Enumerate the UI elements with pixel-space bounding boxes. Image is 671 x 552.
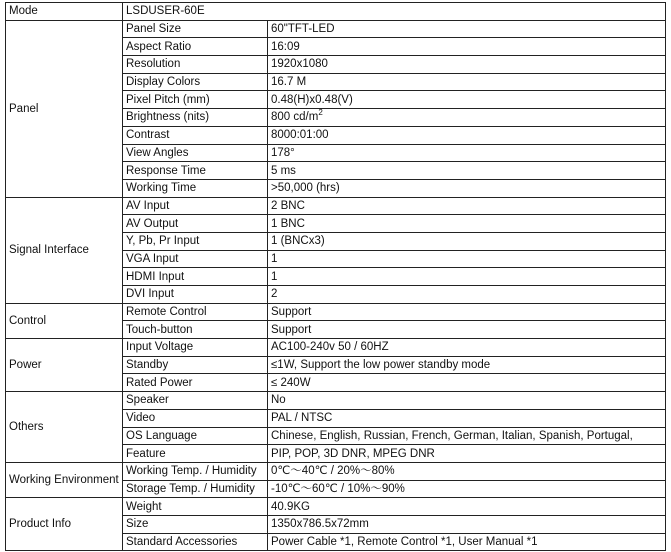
spec-value: 1 — [268, 250, 666, 268]
spec-label: DVI Input — [123, 286, 268, 304]
spec-label: Resolution — [123, 56, 268, 74]
spec-label: View Angles — [123, 144, 268, 162]
spec-value: Support — [268, 303, 666, 321]
spec-value: 1 (BNCx3) — [268, 232, 666, 250]
spec-label: Remote Control — [123, 303, 268, 321]
spec-value: 2 — [268, 286, 666, 304]
mode-value: LSDUSER-60E — [123, 3, 666, 21]
spec-label: Standard Accessories — [123, 533, 268, 551]
spec-label: Size — [123, 515, 268, 533]
spec-label: Weight — [123, 498, 268, 516]
spec-label: Feature — [123, 445, 268, 463]
spec-label: Contrast — [123, 126, 268, 144]
spec-label: Speaker — [123, 392, 268, 410]
spec-label: Working Time — [123, 179, 268, 197]
spec-value: Chinese, English, Russian, French, German, Italian, Spanish, Portugal, — [268, 427, 666, 445]
spec-label: Standby — [123, 356, 268, 374]
spec-label: Pixel Pitch (mm) — [123, 91, 268, 109]
spec-value: 40.9KG — [268, 498, 666, 516]
spec-value: 1920x1080 — [268, 56, 666, 74]
spec-value: -10℃～60℃ / 10%～90% — [268, 480, 666, 498]
spec-value — [268, 109, 666, 127]
table-row — [6, 498, 666, 516]
spec-label: Display Colors — [123, 73, 268, 91]
spec-label: HDMI Input — [123, 268, 268, 286]
table-row — [6, 197, 666, 215]
spec-value: 16:09 — [268, 38, 666, 56]
spec-value: 2 BNC — [268, 197, 666, 215]
spec-label: Response Time — [123, 162, 268, 180]
spec-label: Touch-button — [123, 321, 268, 339]
group-working-environment: Working Environment — [6, 462, 123, 497]
spec-label: Rated Power — [123, 374, 268, 392]
spec-label: Video — [123, 409, 268, 427]
spec-label: Storage Temp. / Humidity — [123, 480, 268, 498]
group-others: Others — [6, 392, 123, 463]
spec-value: ≤ 240W — [268, 374, 666, 392]
spec-value: 1 BNC — [268, 215, 666, 233]
spec-value: >50,000 (hrs) — [268, 179, 666, 197]
spec-value: 1 — [268, 268, 666, 286]
spec-table — [5, 2, 666, 551]
spec-label: Aspect Ratio — [123, 38, 268, 56]
spec-label: AV Input — [123, 197, 268, 215]
spec-label: Panel Size — [123, 20, 268, 38]
table-row — [6, 303, 666, 321]
group-product-info: Product Info — [6, 498, 123, 551]
spec-value: 1350x786.5x72mm — [268, 515, 666, 533]
table-row — [6, 3, 666, 21]
table-row — [6, 392, 666, 410]
spec-value: PIP, POP, 3D DNR, MPEG DNR — [268, 445, 666, 463]
spec-label: VGA Input — [123, 250, 268, 268]
spec-value: 16.7 M — [268, 73, 666, 91]
spec-value: Power Cable *1, Remote Control *1, User Manual *1 — [268, 533, 666, 551]
brightness-value: 800 cd/m — [271, 111, 319, 124]
group-panel: Panel — [6, 20, 123, 197]
spec-value: AC100-240v 50 / 60HZ — [268, 339, 666, 357]
group-control: Control — [6, 303, 123, 338]
spec-value: 178° — [268, 144, 666, 162]
spec-value: 0.48(H)x0.48(V) — [268, 91, 666, 109]
spec-value: Support — [268, 321, 666, 339]
spec-label: AV Output — [123, 215, 268, 233]
table-row — [6, 339, 666, 357]
spec-label: Input Voltage — [123, 339, 268, 357]
spec-value: 0℃～40℃ / 20%～80% — [268, 462, 666, 480]
spec-value: PAL / NTSC — [268, 409, 666, 427]
spec-value: 8000:01:00 — [268, 126, 666, 144]
spec-label: Working Temp. / Humidity — [123, 462, 268, 480]
table-row — [6, 462, 666, 480]
mode-label: Mode — [6, 3, 123, 21]
table-row — [6, 20, 666, 38]
unit-superscript: 2 — [318, 108, 323, 118]
spec-value: 5 ms — [268, 162, 666, 180]
group-power: Power — [6, 339, 123, 392]
spec-label: Y, Pb, Pr Input — [123, 232, 268, 250]
spec-label: Brightness (nits) — [123, 109, 268, 127]
group-signal-interface: Signal Interface — [6, 197, 123, 303]
spec-value: No — [268, 392, 666, 410]
spec-value: 60"TFT-LED — [268, 20, 666, 38]
spec-label: OS Language — [123, 427, 268, 445]
spec-value: ≤1W, Support the low power standby mode — [268, 356, 666, 374]
